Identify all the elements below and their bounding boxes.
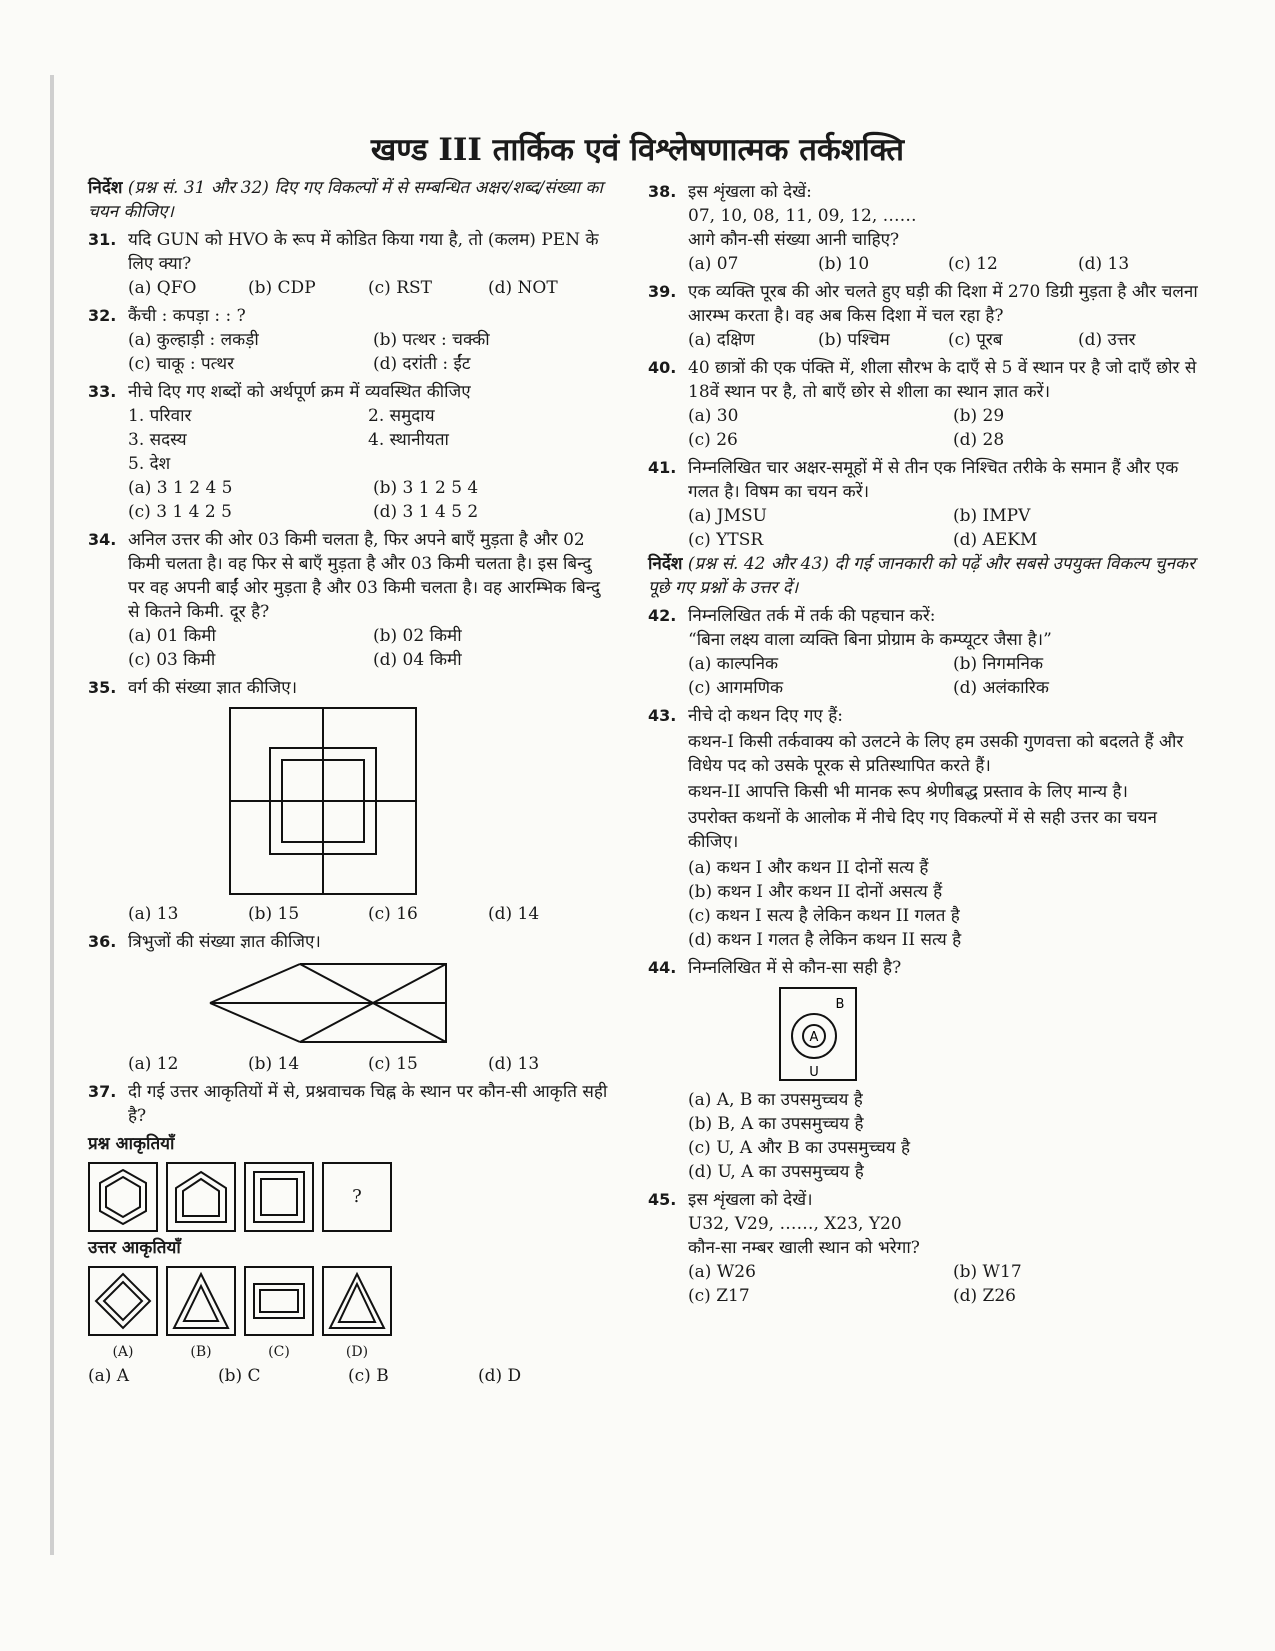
question-text: निम्नलिखित चार अक्षर-समूहों में से तीन एक निश्चित तरीके के समान हैं और एक गलत है। विषम का चयन करें। xyxy=(688,458,1179,502)
option-c[interactable]: (c) चाकू : पत्थर xyxy=(128,354,235,374)
option-b[interactable]: (b) B, A का उपसमुच्चय है xyxy=(688,1114,864,1134)
option-d[interactable]: (d) 13 xyxy=(488,1054,540,1074)
squares-figure xyxy=(228,706,418,896)
series: 07, 10, 08, 11, 09, 12, …… xyxy=(688,206,917,226)
option-c[interactable]: (c) कथन I सत्य है लेकिन कथन II गलत है xyxy=(688,906,960,926)
statement-1: कथन-I किसी तर्कवाक्य को उलटने के लिए हम उसकी गुणवत्ता को बदलते हैं और विधेय पद को उसके पूरक से प्रतिस्थापित करते हैं। xyxy=(688,732,1184,776)
question-text: कैंची : कपड़ा : : ? xyxy=(128,306,246,326)
question-ask: उपरोक्त कथनों के आलोक में नीचे दिए गए विकल्पों में से सही उत्तर का चयन कीजिए। xyxy=(688,808,1157,852)
option-c[interactable]: (c) 12 xyxy=(948,254,998,274)
option-b[interactable]: (b) 3 1 2 5 4 xyxy=(373,478,479,498)
word-3: 3. सदस्य xyxy=(128,430,187,450)
diamond-icon xyxy=(90,1268,156,1334)
option-d[interactable]: (d) Z26 xyxy=(953,1286,1016,1306)
answer-label-b: (B) xyxy=(190,1344,212,1360)
statement-2: कथन-II आपत्ति किसी भी मानक रूप श्रेणीबद्ध प्रस्ताव के लिए मान्य है। xyxy=(688,782,1128,802)
option-a[interactable]: (a) 07 xyxy=(688,254,739,274)
question-ask: कौन-सा नम्बर खाली स्थान को भरेगा? xyxy=(688,1238,920,1258)
question-text: नीचे दिए गए शब्दों को अर्थपूर्ण क्रम में व्यवस्थित कीजिए xyxy=(128,382,471,402)
left-column xyxy=(88,176,608,1388)
word-5: 5. देश xyxy=(128,454,171,474)
option-c[interactable]: (c) U, A और B का उपसमुच्चय है xyxy=(688,1138,911,1158)
venn-label-b: B xyxy=(835,997,845,1012)
section-title: खण्ड III तार्किक एवं विश्लेषणात्मक तर्कशक्ति xyxy=(370,132,905,168)
square-icon xyxy=(246,1164,312,1230)
venn-label-u: U xyxy=(809,1065,819,1080)
option-d[interactable]: (d) 13 xyxy=(1078,254,1130,274)
option-c[interactable]: (c) RST xyxy=(368,278,432,298)
option-d[interactable]: (d) 14 xyxy=(488,904,540,924)
problem-figure-2 xyxy=(166,1162,236,1232)
pentagon-icon xyxy=(168,1164,234,1230)
question-37: 37. दी गई उत्तर आकृतियों में से, प्रश्नवाचक चिह्न के स्थान पर कौन-सी आकृति सही है? xyxy=(88,1082,608,1126)
question-text: नीचे दो कथन दिए गए हैं: xyxy=(688,706,843,726)
option-d[interactable]: (d) 04 किमी xyxy=(373,650,462,670)
option-d[interactable]: (d) दरांती : ईंट xyxy=(373,354,471,374)
triangle-icon xyxy=(168,1268,234,1334)
scan-edge xyxy=(50,75,54,1555)
option-c[interactable]: (c) Z17 xyxy=(688,1286,750,1306)
option-a[interactable]: (a) दक्षिण xyxy=(688,330,755,350)
problem-figure-3 xyxy=(244,1162,314,1232)
option-d[interactable]: (d) 28 xyxy=(953,430,1005,450)
question-text: त्रिभुजों की संख्या ज्ञात कीजिए। xyxy=(128,932,321,952)
option-b[interactable]: (b) कथन I और कथन II दोनों असत्य हैं xyxy=(688,882,943,902)
option-d[interactable]: (d) U, A का उपसमुच्चय है xyxy=(688,1162,864,1182)
question-ask: आगे कौन-सी संख्या आनी चाहिए? xyxy=(688,230,900,250)
option-a[interactable]: (a) QFO xyxy=(128,278,197,298)
option-b[interactable]: (b) पश्चिम xyxy=(818,330,890,350)
question-39: 39. एक व्यक्ति पूरब की ओर चलते हुए घड़ी की दिशा में 270 डिग्री मुड़ता है और चलना आरम्भ करता है। वह अब किस दिशा में चल रहा है? (a) दक्षिण (b) पश्चिम (c) पूरब (d) उत्तर xyxy=(648,280,1208,352)
question-36: 36. त्रिभुजों की संख्या ज्ञात कीजिए। (a) 12 (b) 14 (c) 15 (d) 13 xyxy=(88,930,608,1076)
option-d[interactable]: (d) AEKM xyxy=(953,530,1038,550)
question-43: 43. नीचे दो कथन दिए गए हैं: कथन-I किसी तर्कवाक्य को उलटने के लिए हम उसकी गुणवत्ता को बदलते हैं और विधेय पद को उसके पूरक से प्रतिस्थापित करते हैं। कथन-II आपत्ति किसी भी मानक रूप श्रेणीबद्ध प्रस्ताव के लिए मान्य है। उपरोक्त कथनों के आलोक में नीचे दिए गए विकल्पों में से सही उत्तर का चयन कीजिए। (a) कथन I और कथन II दोनों सत्य हैं (b) कथन I और कथन II दोनों असत्य हैं (c) कथन I सत्य है लेकिन कथन II गलत है (d) कथन I गलत है लेकिन कथन II सत्य है xyxy=(648,704,1208,952)
answer-figure-a[interactable] xyxy=(88,1266,158,1336)
question-text: इस शृंखला को देखें: xyxy=(688,182,812,202)
hexagon-icon xyxy=(90,1164,156,1230)
series: U32, V29, ……, X23, Y20 xyxy=(688,1214,902,1234)
rectangle-icon xyxy=(246,1268,312,1334)
answer-figure-b[interactable] xyxy=(166,1266,236,1336)
option-d[interactable]: (d) D xyxy=(478,1366,522,1386)
direction-31-32: निर्देश (प्रश्न सं. 31 और 32) दिए गए विकल्पों में से सम्बन्धित अक्षर/शब्द/संख्या का चयन कीजिए। xyxy=(88,178,603,222)
right-column xyxy=(648,176,1208,1308)
question-44: 44. निम्नलिखित में से कौन-सा सही है? A B U (a) A, B का उपसमुच्चय है (b) B, A का उपसमुच्चय है (c) U, A और B का उपसमुच्चय है (d) U, A का उपसमुच्चय है xyxy=(648,956,1208,1184)
option-d[interactable]: (d) अलंकारिक xyxy=(953,678,1049,698)
option-a[interactable]: (a) A xyxy=(88,1366,130,1386)
question-41: 41. निम्नलिखित चार अक्षर-समूहों में से तीन एक निश्चित तरीके के समान हैं और एक गलत है। विषम का चयन करें। (a) JMSU (b) IMPV (c) YTSR (d) AEKM xyxy=(648,456,1208,552)
option-b[interactable]: (b) 15 xyxy=(248,904,300,924)
option-c[interactable]: (c) 15 xyxy=(368,1054,418,1074)
question-34: 34. अनिल उत्तर की ओर 03 किमी चलता है, फिर अपने बाएँ मुड़ता है और 02 किमी चलता है। वह फिर से बाएँ मुड़ता है और 03 किमी चलता है। इस बिन्दु पर वह अपनी बाईं ओर मुड़ता है और 03 किमी चलता है। वह आरम्भिक बिन्दु से कितने किमी. दूर है? (a) 01 किमी (b) 02 किमी (c) 03 किमी (d) 04 किमी xyxy=(88,528,608,672)
word-4: 4. स्थानीयता xyxy=(368,430,449,450)
question-text: निम्नलिखित तर्क में तर्क की पहचान करें: xyxy=(688,606,936,626)
answer-figure-c[interactable] xyxy=(244,1266,314,1336)
answer-figures-heading: उत्तर आकृतियाँ xyxy=(88,1238,181,1258)
option-b[interactable]: (b) IMPV xyxy=(953,506,1031,526)
question-text: इस शृंखला को देखें। xyxy=(688,1190,813,1210)
answer-label-a: (A) xyxy=(112,1344,134,1360)
question-text: 40 छात्रों की एक पंक्ति में, शीला सौरभ के दाएँ से 5 वें स्थान पर है जो दाएँ छोर से 18वें स्थान पर है, तो बाएँ छोर से शीला का स्थान ज्ञात करें। xyxy=(688,358,1197,402)
option-a[interactable]: (a) 13 xyxy=(128,904,179,924)
option-b[interactable]: (b) 29 xyxy=(953,406,1005,426)
option-c[interactable]: (c) B xyxy=(348,1366,389,1386)
option-c[interactable]: (c) YTSR xyxy=(688,530,764,550)
option-b[interactable]: (b) 14 xyxy=(248,1054,300,1074)
triangle-icon xyxy=(324,1268,390,1334)
answer-figures xyxy=(88,1266,608,1336)
question-text: दी गई उत्तर आकृतियों में से, प्रश्नवाचक चिह्न के स्थान पर कौन-सी आकृति सही है? xyxy=(128,1082,608,1126)
option-d[interactable]: (d) कथन I गलत है लेकिन कथन II सत्य है xyxy=(688,930,962,950)
direction-42-43: निर्देश (प्रश्न सं. 42 और 43) दी गई जानकारी को पढ़ें और सबसे उपयुक्त विकल्प चुनकर पूछे गए प्रश्नों के उत्तर दें। xyxy=(648,554,1196,598)
answer-label-c: (C) xyxy=(268,1344,290,1360)
option-c[interactable]: (c) 03 किमी xyxy=(128,650,216,670)
problem-figures-heading: प्रश्न आकृतियाँ xyxy=(88,1134,175,1154)
option-c[interactable]: (c) 3 1 4 2 5 xyxy=(128,502,232,522)
question-32: 32. कैंची : कपड़ा : : ? (a) कुल्हाड़ी : लकड़ी (b) पत्थर : चक्की (c) चाकू : पत्थर (d) दरांती : ईंट xyxy=(88,304,608,376)
option-d[interactable]: (d) NOT xyxy=(488,278,558,298)
option-a[interactable]: (a) 12 xyxy=(128,1054,179,1074)
option-a[interactable]: (a) कथन I और कथन II दोनों सत्य हैं xyxy=(688,858,929,878)
question-text: अनिल उत्तर की ओर 03 किमी चलता है, फिर अपने बाएँ मुड़ता है और 02 किमी चलता है। वह फिर से बाएँ मुड़ता है और 03 किमी चलता है। इस बिन्दु पर वह अपनी बाईं ओर मुड़ता है और 03 किमी चलता है। वह आरम्भिक बिन्दु से कितने किमी. दूर है? xyxy=(128,530,600,622)
quote: “बिना लक्ष्य वाला व्यक्ति बिना प्रोग्राम के कम्प्यूटर जैसा है।” xyxy=(688,630,1052,650)
word-2: 2. समुदाय xyxy=(368,406,435,426)
venn-label-a: A xyxy=(809,1030,819,1045)
option-b[interactable]: (b) C xyxy=(218,1366,261,1386)
question-31: 31. यदि GUN को HVO के रूप में कोडित किया गया है, तो (कलम) PEN के लिए क्या? (a) QFO (b) CDP (c) RST (d) NOT xyxy=(88,228,608,300)
question-40: 40. 40 छात्रों की एक पंक्ति में, शीला सौरभ के दाएँ से 5 वें स्थान पर है जो दाएँ छोर से 18वें स्थान पर है, तो बाएँ छोर से शीला का स्थान ज्ञात करें। (a) 30 (b) 29 (c) 26 (d) 28 xyxy=(648,356,1208,452)
option-c[interactable]: (c) 16 xyxy=(368,904,418,924)
problem-figure-4 xyxy=(322,1162,392,1232)
option-b[interactable]: (b) निगमनिक xyxy=(953,654,1044,674)
answer-figure-d[interactable] xyxy=(322,1266,392,1336)
venn-diagram xyxy=(778,986,858,1082)
problem-figure-1 xyxy=(88,1162,158,1232)
option-a[interactable]: (a) 3 1 2 4 5 xyxy=(128,478,233,498)
question-42: 42. निम्नलिखित तर्क में तर्क की पहचान करें: “बिना लक्ष्य वाला व्यक्ति बिना प्रोग्राम के कम्प्यूटर जैसा है।” (a) काल्पनिक (b) निगमनिक (c) आगमणिक (d) अलंकारिक xyxy=(648,604,1208,700)
option-b[interactable]: (b) CDP xyxy=(248,278,316,298)
option-a[interactable]: (a) 01 किमी xyxy=(128,626,216,646)
question-text: निम्नलिखित में से कौन-सा सही है? xyxy=(688,958,902,978)
option-c[interactable]: (c) पूरब xyxy=(948,330,1003,350)
option-b[interactable]: (b) W17 xyxy=(953,1262,1022,1282)
question-mark: ? xyxy=(352,1186,362,1207)
option-d[interactable]: (d) उत्तर xyxy=(1078,330,1136,350)
option-a[interactable]: (a) 30 xyxy=(688,406,739,426)
option-b[interactable]: (b) पत्थर : चक्की xyxy=(373,330,490,350)
option-a[interactable]: (a) W26 xyxy=(688,1262,756,1282)
option-a[interactable]: (a) काल्पनिक xyxy=(688,654,779,674)
answer-label-d: (D) xyxy=(345,1344,369,1360)
option-a[interactable]: (a) A, B का उपसमुच्चय है xyxy=(688,1090,863,1110)
option-b[interactable]: (b) 10 xyxy=(818,254,870,274)
question-33: 33. नीचे दिए गए शब्दों को अर्थपूर्ण क्रम में व्यवस्थित कीजिए 1. परिवार 2. समुदाय 3. सदस्य 4. स्थानीयता 5. देश (a) 3 1 2 4 5 (b) 3 1 2 5 4 (c) 3 1 4 2 5 (d) 3 1 4 5 2 xyxy=(88,380,608,524)
problem-figures xyxy=(88,1162,608,1232)
word-1: 1. परिवार xyxy=(128,406,192,426)
question-text: वर्ग की संख्या ज्ञात कीजिए। xyxy=(128,678,298,698)
option-c[interactable]: (c) 26 xyxy=(688,430,738,450)
question-text: एक व्यक्ति पूरब की ओर चलते हुए घड़ी की दिशा में 270 डिग्री मुड़ता है और चलना आरम्भ करता है। वह अब किस दिशा में चल रहा है? xyxy=(688,282,1198,326)
triangles-figure xyxy=(208,960,458,1046)
option-c[interactable]: (c) आगमणिक xyxy=(688,678,784,698)
option-a[interactable]: (a) JMSU xyxy=(688,506,767,526)
question-45: 45. इस शृंखला को देखें। U32, V29, ……, X23, Y20 कौन-सा नम्बर खाली स्थान को भरेगा? (a) W26 (b) W17 (c) Z17 (d) Z26 xyxy=(648,1188,1208,1308)
question-text: यदि GUN को HVO के रूप में कोडित किया गया है, तो (कलम) PEN के लिए क्या? xyxy=(128,230,599,274)
option-b[interactable]: (b) 02 किमी xyxy=(373,626,462,646)
question-38: 38. इस शृंखला को देखें: 07, 10, 08, 11, 09, 12, …… आगे कौन-सी संख्या आनी चाहिए? (a) 07 (b) 10 (c) 12 (d) 13 xyxy=(648,180,1208,276)
option-d[interactable]: (d) 3 1 4 5 2 xyxy=(373,502,479,522)
option-a[interactable]: (a) कुल्हाड़ी : लकड़ी xyxy=(128,330,259,350)
question-35: 35. वर्ग की संख्या ज्ञात कीजिए। (a) 13 (b) 15 (c) 16 (d) 14 xyxy=(88,676,608,926)
